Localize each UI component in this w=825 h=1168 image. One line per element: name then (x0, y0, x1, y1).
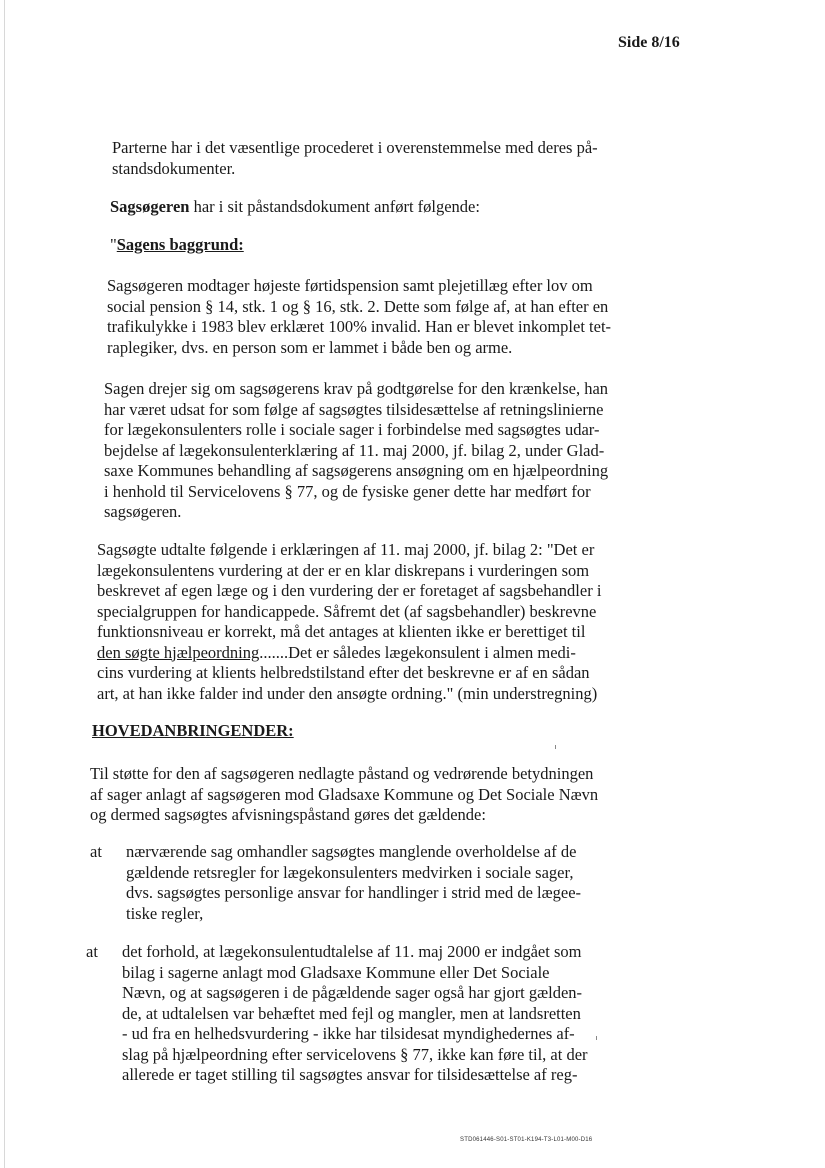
text-line: lægekonsulentens vurdering at der er en klar diskrepans i vurderingen som (97, 560, 590, 580)
text-line: det forhold, at lægekonsulentudtalelse af 11. maj 2000 er indgået som (122, 942, 582, 961)
scan-speck (596, 1036, 597, 1040)
text-line: bejdelse af lægekonsulenterklæring af 11. maj 2000, jf. bilag 2, under Glad- (104, 440, 605, 460)
text-line (97, 643, 601, 664)
main-claims-intro (90, 764, 598, 826)
text-line: standsdokumenter. (112, 158, 236, 178)
text-fragment: .......Det er således lægekonsulent i almen medi- (259, 642, 576, 662)
text-line: Nævn, og at sagsøgeren i de pågældende sager også har gjort gælden- (122, 983, 583, 1002)
claimant-label: Sagsøgeren (110, 197, 190, 216)
text-line: gældende retsregler for lægekonsulenters medvirken i sociale sager, (126, 862, 574, 882)
text-line: social pension § 14, stk. 1 og § 16, stk. 2. Dette som følge af, at han efter en (107, 296, 609, 316)
page-edge (4, 0, 5, 1168)
item-marker: at (86, 942, 98, 961)
text-line: slag på hjælpeordning efter servicelovens § 77, ikke kan føre til, at der (122, 1044, 588, 1064)
claimant-text: har i sit påstandsdokument anført følgende: (189, 197, 480, 216)
text-line: for lægekonsulenters rolle i sociale sager i forbindelse med sagsøgtes udar- (104, 420, 600, 439)
underlined-phrase: den søgte hjælpeordning (97, 642, 260, 662)
text-line: allerede er taget stilling til sagsøgtes ansvar for tilsidesættelse af reg- (122, 1065, 578, 1084)
text-line: bilag i sagerne anlagt mod Gladsaxe Kommune eller Det Sociale (122, 962, 550, 982)
background-paragraph-3 (97, 540, 601, 704)
text-line: nærværende sag omhandler sagsøgtes manglende overholdelse af de (126, 842, 577, 861)
page-number: Side 8/16 (618, 34, 680, 51)
text-line: funktionsniveau er korrekt, må det antages at klienten ikke er berettiget til (97, 622, 586, 641)
background-paragraph-1 (107, 276, 611, 358)
text-line: af sager anlagt af sagsøgeren mod Gladsaxe Kommune og Det Sociale Nævn (90, 784, 599, 804)
section-heading: HOVEDANBRINGENDER: (92, 721, 294, 740)
claim-item (86, 942, 616, 1092)
text-line: sagsøgeren. (104, 502, 182, 521)
text-line (110, 197, 480, 218)
text-line: i henhold til Servicelovens § 77, og de fysiske gener dette har medført for (104, 481, 591, 501)
text-line: saxe Kommunes behandling af sagsøgerens ansøgning om en hjælpeordning (104, 461, 609, 480)
text-line: trafikulykke i 1983 blev erklæret 100% invalid. Han er blevet inkomplet tet- (107, 317, 612, 336)
quote-mark: " (110, 235, 117, 254)
claimant-intro (110, 197, 480, 218)
section-heading: Sagens baggrund: (116, 235, 244, 254)
item-body (122, 942, 588, 1086)
text-line: Sagsøgte udtalte følgende i erklæringen af 11. maj 2000, jf. bilag 2: "Det er (97, 540, 595, 559)
text-line: Parterne har i det væsentlige procederet i overenstemmelse med deres på- (112, 138, 598, 157)
text-line: dvs. sagsøgtes personlige ansvar for handlinger i strid med de lægee- (126, 883, 582, 902)
text-line: Sagen drejer sig om sagsøgerens krav på godtgørelse for den krænkelse, han (104, 379, 609, 398)
text-line (110, 235, 244, 256)
text-line: tiske regler, (126, 903, 204, 923)
text-line: de, at udtalelsen var behæftet med fejl og mangler, men at landsretten (122, 1003, 581, 1023)
text-line: art, at han ikke falder ind under den ansøgte ordning." (min understregning) (97, 683, 598, 703)
item-marker: at (90, 842, 102, 861)
main-claims-heading (92, 721, 294, 742)
background-paragraph-2 (104, 379, 608, 523)
document-id-code: STD061446-S01-ST01-K194-T3-L01-M00-D16 (460, 1137, 593, 1143)
text-line: Til støtte for den af sagsøgeren nedlagte påstand og vedrørende betydningen (90, 764, 594, 783)
text-line: cins vurdering at klients helbredstilstand efter det beskrevne er af en sådan (97, 663, 590, 682)
claim-item (90, 842, 610, 926)
text-line: har været udsat for som følge af sagsøgtes tilsidesættelse af retningslinierne (104, 399, 604, 419)
text-line: og dermed sagsøgtes afvisningspåstand gøres det gældende: (90, 805, 486, 824)
text-line: beskrevet af egen læge og i den vurdering der er foretaget af sagsbehandler i (97, 581, 602, 600)
text-line: raplegiker, dvs. en person som er lammet i både ben og arme. (107, 337, 513, 357)
text-line: specialgruppen for handicappede. Såfremt det (af sagsbehandler) beskrevne (97, 601, 597, 621)
background-heading (110, 235, 244, 256)
scan-speck (555, 745, 556, 749)
text-line: - ud fra en helhedsvurdering - ikke har tilsidesat myndighedernes af- (122, 1024, 575, 1043)
text-line: Sagsøgeren modtager højeste førtidspension samt plejetillæg efter lov om (107, 276, 593, 295)
intro-paragraph (112, 138, 598, 179)
item-body (126, 842, 581, 924)
